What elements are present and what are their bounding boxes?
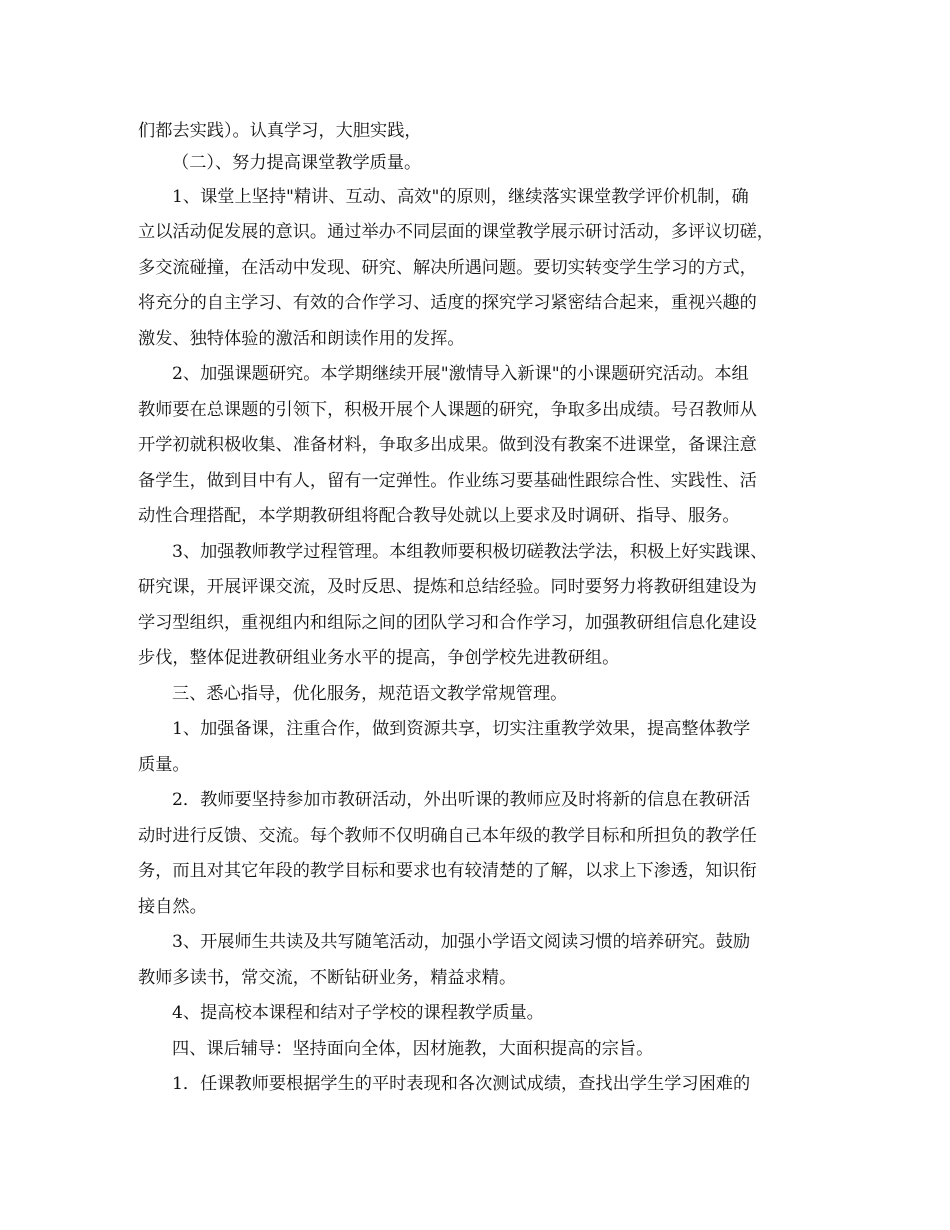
text-line: 开学初就积极收集、准备材料，争取多出成果。做到没有教案不进课堂，备课注意 [138, 435, 757, 455]
text-line: 1、课堂上坚持"精讲、互动、高效"的原则，继续落实课堂教学评价机制，确 [172, 187, 749, 207]
text-line: 3、加强教师教学过程管理。本组教师要积极切磋教法学法，积极上好实践课、 [172, 542, 768, 562]
text-line: 4、提高校本课程和结对子学校的课程教学质量。 [172, 1003, 544, 1023]
text-line: 动性合理搭配，本学期教研组将配合教导处就以上要求及时调研、指导、服务。 [138, 506, 740, 526]
text-line: 动时进行反馈、交流。每个教师不仅明确自己本年级的教学目标和所担负的教学任 [138, 826, 757, 846]
text-line: 步伐，整体促进教研组业务水平的提高，争创学校先进教研组。 [138, 648, 620, 668]
text-line: 务，而且对其它年段的教学目标和要求也有较清楚的了解，以求上下渗透，知识衔 [138, 861, 757, 881]
section-heading: （二）、努力提高课堂教学质量。 [172, 153, 422, 173]
text-line: 1．任课教师要根据学生的平时表现和各次测试成绩，查找出学生学习困难的 [172, 1074, 751, 1094]
section-heading: 四、课后辅导：坚持面向全体，因材施教，大面积提高的宗旨。 [172, 1039, 654, 1059]
text-line: 3、开展师生共读及共写随笔活动，加强小学语文阅读习惯的培养研究。鼓励 [172, 932, 751, 952]
text-line: 研究课，开展评课交流，及时反思、提炼和总结经验。同时要努力将教研组建设为 [138, 577, 757, 597]
text-line: 备学生，做到目中有人，留有一定弹性。作业练习要基础性跟综合性、实践性、活 [138, 471, 757, 491]
text-line: 2、加强课题研究。本学期继续开展"激情导入新课"的小课题研究活动。本组 [172, 364, 749, 384]
text-line: 接自然。 [138, 897, 207, 917]
text-line: 们都去实践）。认真学习，大胆实践， [138, 121, 422, 141]
text-line: 多交流碰撞，在活动中发现、研究、解决所遇问题。要切实转变学生学习的方式， [138, 258, 757, 278]
text-line: 1、加强备课，注重合作，做到资源共享，切实注重教学效果，提高整体教学 [172, 719, 751, 739]
section-heading: 三、悉心指导，优化服务，规范语文教学常规管理。 [172, 684, 568, 704]
text-line: 激发、独特体验的激活和朗读作用的发挥。 [138, 329, 465, 349]
text-line: 2．教师要坚持参加市教研活动，外出听课的教师应及时将新的信息在教研活 [172, 790, 751, 810]
text-line: 将充分的自主学习、有效的合作学习、适度的探究学习紧密结合起来，重视兴趣的 [138, 293, 757, 313]
text-line: 立以活动促发展的意识。通过举办不同层面的课堂教学展示研讨活动，多评议切磋， [138, 222, 774, 242]
text-line: 教师要在总课题的引领下，积极开展个人课题的研究，争取多出成绩。号召教师从 [138, 400, 757, 420]
text-line: 学习型组织，重视组内和组际之间的团队学习和合作学习，加强教研组信息化建设 [138, 613, 757, 633]
text-line: 教师多读书，常交流，不断钻研业务，精益求精。 [138, 968, 517, 988]
text-line: 质量。 [138, 755, 190, 775]
